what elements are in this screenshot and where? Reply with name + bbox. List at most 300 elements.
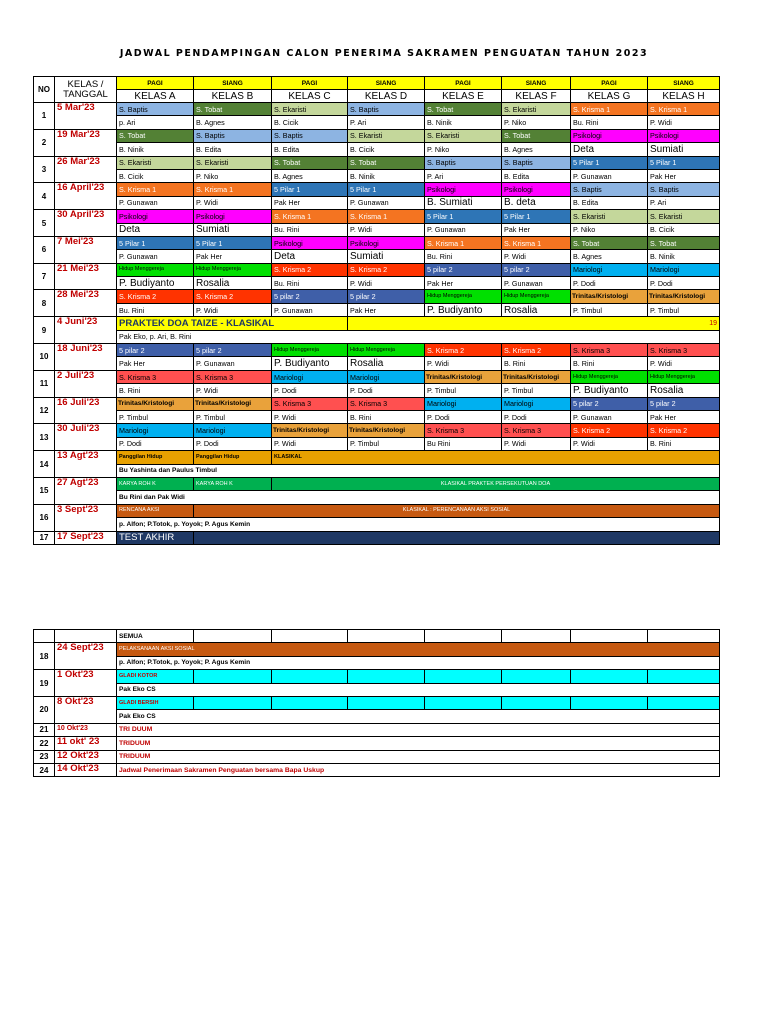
topic-cell: Hidup Menggereja <box>571 370 648 383</box>
table-row <box>34 223 720 236</box>
topic-cell: S. Krisma 3 <box>348 397 425 410</box>
facilitator-cell: B. Rini <box>117 384 194 397</box>
topic-cell: S. Krisma 1 <box>425 236 502 249</box>
facilitator-cell: P. Dodi <box>571 277 648 290</box>
table-row <box>34 670 720 683</box>
header-session: PAGI <box>117 77 194 90</box>
facilitators: Bu Rini dan Pak Widi <box>117 491 720 504</box>
facilitator-cell: P. Widi <box>648 357 720 370</box>
topic-cell: 5 Pilar 1 <box>648 156 720 169</box>
topic-cell: Psikologi <box>272 236 348 249</box>
table-row <box>34 504 720 517</box>
row-date: 26 Mar'23 <box>55 156 117 183</box>
facilitator-cell: B. Rini <box>348 410 425 423</box>
row-number: 4 <box>34 183 55 210</box>
row-number: 8 <box>34 290 55 317</box>
topic-cell: S. Krisma 1 <box>117 183 194 196</box>
header-session: SIANG <box>648 77 720 90</box>
table-row <box>34 643 720 656</box>
row-date: 21 Mei'23 <box>55 263 117 290</box>
row-date: 28 Mei'23 <box>55 290 117 317</box>
row-number: 24 <box>34 763 55 776</box>
table-row <box>34 169 720 182</box>
row-number: 21 <box>34 723 55 736</box>
row-number: 1 <box>34 103 55 130</box>
topic-cell: S. Ekaristi <box>571 210 648 223</box>
row-date: 14 Okt'23 <box>55 763 117 776</box>
topic-cell: 5 pilar 2 <box>194 344 272 357</box>
table-row <box>34 196 720 209</box>
topic-cell: KARYA ROH K <box>194 477 272 490</box>
topic-cell: Mariologi <box>194 424 272 437</box>
facilitator-cell: P. Gunawan <box>194 357 272 370</box>
topic-cell: S. Tobat <box>348 156 425 169</box>
topic-cell: S. Tobat <box>648 236 720 249</box>
facilitator-cell: Rosalia <box>348 357 425 370</box>
facilitator-cell: P. Gunawan <box>571 169 648 182</box>
empty-cell <box>194 630 272 643</box>
fill-cell <box>194 696 272 709</box>
topic-cell: S. Krisma 3 <box>502 424 571 437</box>
topic-cell: Hidup Menggereja <box>272 344 348 357</box>
facilitator-cell: Rosalia <box>648 384 720 397</box>
row-number: 22 <box>34 737 55 750</box>
facilitator-cell: Pak Her <box>348 303 425 316</box>
facilitator-cell: B. Edita <box>194 143 272 156</box>
topic-cell: Hidup Menggereja <box>117 263 194 276</box>
table-row <box>34 437 720 450</box>
header-session: PAGI <box>571 77 648 90</box>
topic-cell: Mariologi <box>502 397 571 410</box>
topic-cell: S. Krisma 2 <box>348 263 425 276</box>
fill-cell <box>348 670 425 683</box>
facilitator-cell: P. Timbul <box>571 303 648 316</box>
table-row <box>34 397 720 410</box>
topic-cell: 5 pilar 2 <box>502 263 571 276</box>
topic-cell: S. Baptis <box>272 129 348 142</box>
header-class: KELAS C <box>272 90 348 103</box>
topic-cell: 5 Pilar 1 <box>117 236 194 249</box>
topic-cell: Panggilan Hidup <box>194 451 272 464</box>
row-number: 9 <box>34 317 55 344</box>
table-row <box>34 696 720 709</box>
topic-cell: S. Baptis <box>117 103 194 116</box>
table-row <box>34 737 720 750</box>
topic-cell: S. Krisma 1 <box>272 210 348 223</box>
special-number: 19 <box>348 317 720 330</box>
facilitator-cell: P. Dodi <box>502 410 571 423</box>
row-number: 5 <box>34 210 55 237</box>
topic-cell: S. Baptis <box>648 183 720 196</box>
fill-cell <box>571 696 648 709</box>
topic-cell: S. Baptis <box>194 129 272 142</box>
facilitator-cell: P. Widi <box>194 196 272 209</box>
facilitator-cell: P. Ari <box>425 169 502 182</box>
facilitator-cell: B. Cicik <box>348 143 425 156</box>
fill-cell <box>425 696 502 709</box>
topic-cell: S. Baptis <box>571 183 648 196</box>
facilitator-cell: Sumiati <box>348 250 425 263</box>
topic-cell: 5 pilar 2 <box>348 290 425 303</box>
table-row <box>34 156 720 169</box>
facilitator-cell: P. Widi <box>425 357 502 370</box>
row-date: 10 Okt'23 <box>55 723 117 736</box>
facilitator-cell: Pak Her <box>648 410 720 423</box>
row-date: 27 Agt'23 <box>55 477 117 504</box>
facilitator-cell: P. Widi <box>272 437 348 450</box>
topic-cell: S. Baptis <box>425 156 502 169</box>
facilitator-cell: Bu. Rini <box>571 116 648 129</box>
topic-cell: S. Krisma 3 <box>425 424 502 437</box>
table-row <box>34 451 720 464</box>
facilitator-cell: Deta <box>272 250 348 263</box>
table-row <box>34 370 720 383</box>
facilitator-cell: Bu. Rini <box>117 303 194 316</box>
topic-cell: S. Ekaristi <box>194 156 272 169</box>
topic-cell: S. Krisma 2 <box>117 290 194 303</box>
empty-cell <box>571 630 648 643</box>
facilitator-cell: B. Rini <box>502 357 571 370</box>
fill-cell <box>571 670 648 683</box>
facilitator-cell: P. Niko <box>425 143 502 156</box>
topic-cell: 5 Pilar 1 <box>272 183 348 196</box>
fill-cell <box>502 670 571 683</box>
topic-cell: Trinitas/Kristologi <box>571 290 648 303</box>
header-class: KELAS E <box>425 90 502 103</box>
table-row <box>34 344 720 357</box>
row-number: 7 <box>34 263 55 290</box>
facilitator-cell: Pak Her <box>272 196 348 209</box>
facilitator-cell: P. Widi <box>502 437 571 450</box>
topic-cell: Mariologi <box>272 370 348 383</box>
empty-cell <box>272 630 348 643</box>
facilitator-cell: Bu. Rini <box>272 277 348 290</box>
row-date: 17 Sept'23 <box>55 531 117 544</box>
klasikal-cell: KLASIKAL PRAKTEK PERSEKUTUAN DOA <box>272 477 720 490</box>
topic-cell: Psikologi <box>117 210 194 223</box>
facilitator-cell: P. Ari <box>648 196 720 209</box>
header-class: KELAS D <box>348 90 425 103</box>
facilitator-cell: P. Dodi <box>272 384 348 397</box>
row-number: 23 <box>34 750 55 763</box>
facilitator-cell: Deta <box>571 143 648 156</box>
facilitator-cell: Deta <box>117 223 194 236</box>
table-row <box>34 183 720 196</box>
table-row <box>34 90 720 103</box>
facilitator-cell: P. Widi <box>194 303 272 316</box>
topic-cell: S. Krisma 3 <box>571 344 648 357</box>
empty-cell <box>425 630 502 643</box>
fill-cell <box>502 696 571 709</box>
facilitators: Pak Eko, p. Ari, B. Rini <box>117 330 720 343</box>
topic-cell: S. Krisma 3 <box>194 370 272 383</box>
header-class: KELAS H <box>648 90 720 103</box>
table-row <box>34 77 720 90</box>
header-kelas-tanggal <box>55 77 117 103</box>
topic-cell: Trinitas/Kristologi <box>502 370 571 383</box>
topic-cell: S. Krisma 1 <box>502 236 571 249</box>
header-session: PAGI <box>272 77 348 90</box>
table-row <box>34 210 720 223</box>
topic-cell: Trinitas/Kristologi <box>272 424 348 437</box>
facilitator-cell: P. Budiyanto <box>117 277 194 290</box>
facilitator-cell: B. Edita <box>272 143 348 156</box>
facilitator-cell: B. Agnes <box>502 143 571 156</box>
topic-cell: S. Krisma 2 <box>425 344 502 357</box>
topic-cell: S. Krisma 1 <box>648 103 720 116</box>
facilitator-cell: P. Niko <box>571 223 648 236</box>
topic-cell: 5 Pilar 1 <box>502 210 571 223</box>
topic-cell: Panggilan Hidup <box>117 451 194 464</box>
facilitators: Pak Eko CS <box>117 710 720 723</box>
table-row <box>34 129 720 142</box>
fill-cell <box>272 670 348 683</box>
facilitator-cell: B. Agnes <box>194 116 272 129</box>
topic-cell: Hidup Menggereja <box>648 370 720 383</box>
table-row <box>34 290 720 303</box>
topic-cell: 5 pilar 2 <box>272 290 348 303</box>
row-number: 3 <box>34 156 55 183</box>
topic-cell: S. Krisma 2 <box>502 344 571 357</box>
activity-label: Jadwal Penerimaan Sakramen Penguatan bersama Bapa Uskup <box>117 763 720 776</box>
row-number: 19 <box>34 670 55 697</box>
topic-cell: 5 Pilar 1 <box>348 183 425 196</box>
row-number: 13 <box>34 424 55 451</box>
navy-fill <box>194 531 720 544</box>
facilitator-cell: P. Gunawan <box>571 410 648 423</box>
empty-cell <box>502 630 571 643</box>
topic-cell: S. Tobat <box>117 129 194 142</box>
facilitator-cell: B. Rini <box>571 357 648 370</box>
facilitator-cell: P. Timbul <box>648 303 720 316</box>
facilitator-cell: Rosalia <box>502 303 571 316</box>
topic-cell: S. Krisma 1 <box>194 183 272 196</box>
topic-cell: S. Baptis <box>502 156 571 169</box>
header-session: SIANG <box>502 77 571 90</box>
schedule-table-continued <box>33 629 720 777</box>
facilitator-cell: P. Timbul <box>194 410 272 423</box>
topic-cell: S. Ekaristi <box>117 156 194 169</box>
table-row <box>34 384 720 397</box>
facilitator-cell: B. Rini <box>648 437 720 450</box>
klasikal-cell: KLASIKAL <box>272 451 720 464</box>
table-row <box>34 518 720 531</box>
facilitator-cell: B. Cicik <box>272 116 348 129</box>
table-row <box>34 357 720 370</box>
facilitator-cell: B. Cicik <box>117 169 194 182</box>
facilitator-cell: P. Timbul <box>117 410 194 423</box>
facilitator-cell: P. Gunawan <box>272 303 348 316</box>
row-date: 30 April'23 <box>55 210 117 237</box>
table-row <box>34 630 720 643</box>
row-date: 18 Juni'23 <box>55 344 117 371</box>
facilitator-cell: P. Widi <box>648 116 720 129</box>
facilitator-cell: B. Ninik <box>425 116 502 129</box>
facilitator-cell: P. Niko <box>194 169 272 182</box>
topic-cell: S. Krisma 3 <box>648 344 720 357</box>
table-row <box>34 531 720 544</box>
fill-cell <box>348 696 425 709</box>
row-number: 12 <box>34 397 55 424</box>
topic-cell: S. Krisma 2 <box>194 290 272 303</box>
activity-label: TRIDUUM <box>117 750 720 763</box>
topic-cell: S. Ekaristi <box>425 129 502 142</box>
facilitator-cell: Pak Her <box>502 223 571 236</box>
header-no: NO <box>34 77 55 103</box>
row-number: 11 <box>34 370 55 397</box>
facilitator-cell: B. Ninik <box>348 169 425 182</box>
topic-cell: S. Krisma 2 <box>571 424 648 437</box>
facilitator-cell: Sumiati <box>648 143 720 156</box>
topic-cell: Hidup Menggereja <box>425 290 502 303</box>
topic-cell: S. Tobat <box>194 103 272 116</box>
facilitator-cell: Pak Her <box>648 169 720 182</box>
facilitator-cell: p. Ari <box>117 116 194 129</box>
activity-label: TRI DUUM <box>117 723 720 736</box>
row-number: 14 <box>34 451 55 478</box>
topic-cell: Psikologi <box>348 236 425 249</box>
activity-label: PELAKSANAAN AKSI SOSIAL <box>117 643 720 656</box>
facilitator-cell: P. Dodi <box>348 384 425 397</box>
row-date: 2 Juli'23 <box>55 370 117 397</box>
fill-cell <box>648 670 720 683</box>
empty-cell <box>34 630 55 643</box>
topic-cell: Mariologi <box>648 263 720 276</box>
row-number: 17 <box>34 531 55 544</box>
header-session: PAGI <box>425 77 502 90</box>
schedule-table <box>33 76 720 545</box>
row-date: 16 April'23 <box>55 183 117 210</box>
facilitator-cell: P. Widi <box>194 384 272 397</box>
topic-cell: S. Krisma 2 <box>648 424 720 437</box>
topic-cell: Trinitas/Kristologi <box>648 290 720 303</box>
row-date: 13 Agt'23 <box>55 451 117 478</box>
topic-cell: KARYA ROH K <box>117 477 194 490</box>
facilitator-cell: B. Agnes <box>272 169 348 182</box>
topic-cell: S. Ekaristi <box>272 103 348 116</box>
facilitator-cell: P. Gunawan <box>117 250 194 263</box>
facilitator-cell: P. Widi <box>502 250 571 263</box>
header-tanggal-label: TANGGAL <box>63 88 108 100</box>
topic-cell: Psikologi <box>502 183 571 196</box>
facilitator-cell: Bu Rini <box>425 437 502 450</box>
table-row <box>34 683 720 696</box>
facilitator-cell: P. Ari <box>348 116 425 129</box>
topic-cell: Trinitas/Kristologi <box>117 397 194 410</box>
klasikal-cell: KLASIKAL : PERENCANAAN AKSI SOSIAL <box>194 504 720 517</box>
table-row <box>34 317 720 330</box>
topic-cell: S. Tobat <box>502 129 571 142</box>
facilitators: p. Alfon; P.Totok, p. Yoyok; P. Agus Kemin <box>117 656 720 669</box>
row-date: 30 Juli'23 <box>55 424 117 451</box>
header-kelas-label: KELAS / <box>67 78 104 90</box>
test-akhir-cell: TEST AKHIR <box>117 531 194 544</box>
facilitator-cell: P. Widi <box>348 277 425 290</box>
table-row <box>34 656 720 669</box>
row-number: 16 <box>34 504 55 531</box>
facilitator-cell: P. Niko <box>502 116 571 129</box>
table-row <box>34 491 720 504</box>
page-title: JADWAL PENDAMPINGAN CALON PENERIMA SAKRAMEN PENGUATAN TAHUN 2023 <box>119 48 649 59</box>
row-date: 4 Juni'23 <box>55 317 117 344</box>
facilitators: p. Alfon; P.Totok, p. Yoyok; P. Agus Kemin <box>117 518 720 531</box>
facilitator-cell: B. Sumiati <box>425 196 502 209</box>
table-row <box>34 410 720 423</box>
table-row <box>34 477 720 490</box>
topic-cell: Mariologi <box>117 424 194 437</box>
topic-cell: Trinitas/Kristologi <box>348 424 425 437</box>
topic-cell: RENCANA AKSI <box>117 504 194 517</box>
topic-cell: S. Krisma 3 <box>117 370 194 383</box>
row-date: 3 Sept'23 <box>55 504 117 531</box>
topic-cell: S. Krisma 3 <box>272 397 348 410</box>
facilitator-cell: B. Edita <box>571 196 648 209</box>
topic-cell: 5 Pilar 1 <box>194 236 272 249</box>
topic-cell: Hidup Menggereja <box>194 263 272 276</box>
topic-cell: 5 Pilar 1 <box>571 156 648 169</box>
special-activity: PRAKTEK DOA TAIZE - KLASIKAL <box>117 317 348 330</box>
facilitator-cell: B. Cicik <box>648 223 720 236</box>
row-number: 20 <box>34 696 55 723</box>
facilitator-cell: P. Dodi <box>648 277 720 290</box>
fill-cell <box>425 670 502 683</box>
empty-cell <box>648 630 720 643</box>
row-date: 8 Okt'23 <box>55 696 117 723</box>
table-row <box>34 236 720 249</box>
topic-cell: S. Ekaristi <box>648 210 720 223</box>
row-date: 16 Juli'23 <box>55 397 117 424</box>
table-row <box>34 103 720 116</box>
facilitator-cell: P. Gunawan <box>425 223 502 236</box>
facilitator-cell: Pak Her <box>194 250 272 263</box>
activity-label: GLADI BERSIH <box>117 696 194 709</box>
facilitator-cell: Bu. Rini <box>425 250 502 263</box>
facilitator-cell: B. Ninik <box>648 250 720 263</box>
topic-cell: S. Krisma 1 <box>571 103 648 116</box>
topic-cell: 5 pilar 2 <box>117 344 194 357</box>
header-class: KELAS F <box>502 90 571 103</box>
table-row <box>34 303 720 316</box>
topic-cell: Psikologi <box>571 129 648 142</box>
facilitator-cell: P. Timbul <box>502 384 571 397</box>
fill-cell <box>648 696 720 709</box>
row-date: 12 Okt'23 <box>55 750 117 763</box>
topic-cell: Trinitas/Kristologi <box>194 397 272 410</box>
topic-cell: 5 Pilar 1 <box>425 210 502 223</box>
topic-cell: Psikologi <box>648 129 720 142</box>
facilitator-cell: Pak Her <box>425 277 502 290</box>
facilitator-cell: Pak Her <box>117 357 194 370</box>
topic-cell: S. Tobat <box>425 103 502 116</box>
topic-cell: S. Tobat <box>272 156 348 169</box>
topic-cell: Mariologi <box>425 397 502 410</box>
header-class: KELAS G <box>571 90 648 103</box>
header-class: KELAS A <box>117 90 194 103</box>
topic-cell: 5 pilar 2 <box>648 397 720 410</box>
topic-cell: S. Ekaristi <box>348 129 425 142</box>
table-row <box>34 143 720 156</box>
topic-cell: Psikologi <box>194 210 272 223</box>
topic-cell: 5 pilar 2 <box>425 263 502 276</box>
facilitators: Bu Yashinta dan Paulus Timbul <box>117 464 720 477</box>
topic-cell: Hidup Menggereja <box>348 344 425 357</box>
header-class: KELAS B <box>194 90 272 103</box>
facilitator-cell: P. Budiyanto <box>425 303 502 316</box>
table-row <box>34 750 720 763</box>
topic-cell: Psikologi <box>425 183 502 196</box>
facilitator-cell: P. Widi <box>272 410 348 423</box>
facilitator-cell: B. deta <box>502 196 571 209</box>
